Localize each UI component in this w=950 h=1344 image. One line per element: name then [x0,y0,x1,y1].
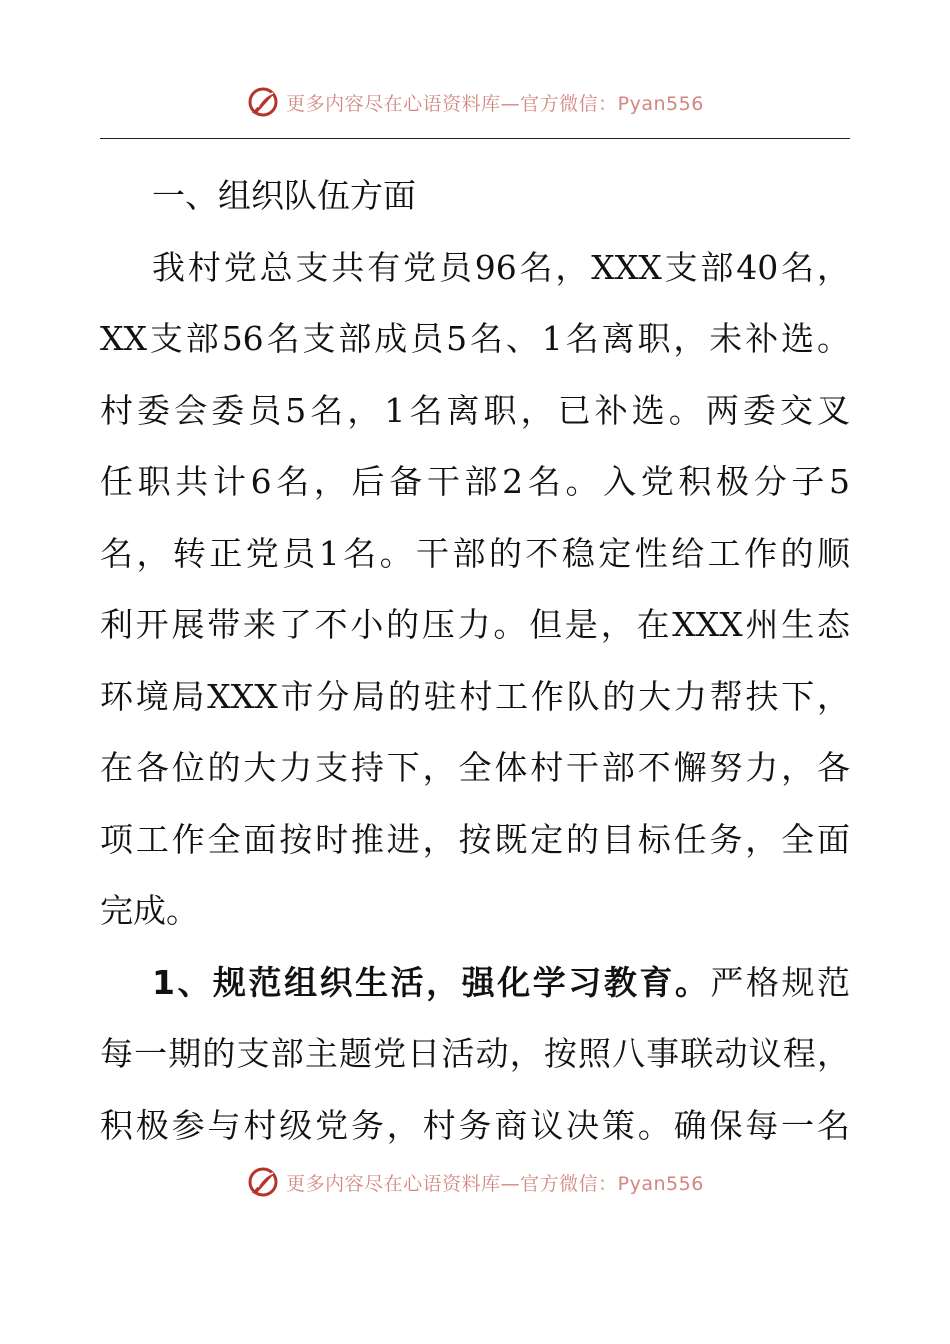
paragraph-line: 在各位的大力支持下，全体村干部不懈努力，各 [100,748,850,787]
lead-rest: 严格规范 [710,962,850,1002]
paragraph-line [100,947,850,1019]
watermark-text: 更多内容尽在心语资料库—官方微信：Pyan556 [286,92,704,115]
header-rule [100,138,850,139]
paragraph-line: 环境局XXX市分局的驻村工作队的大力帮扶下， [100,676,850,716]
paragraph-line: 项工作全面按时推进，按既定的目标任务，全面 [100,819,850,859]
bold-lead: 1、规范组织生活，强化学习教育。 [152,962,711,1002]
quill-circle-icon [246,1165,280,1199]
watermark-header [0,82,950,122]
quill-circle-icon [246,85,280,119]
document-body [100,160,850,1161]
paragraph-line: 村委会委员5名，1名离职，已补选。两委交叉 [100,390,850,430]
paragraph-line: 我村党总支共有党员96名，XXX支部40名， [152,247,850,287]
paragraph-line: XX支部56名支部成员5名、1名离职，未补选。 [100,319,850,358]
section-heading: 一、组织队伍方面 [152,176,416,215]
watermark-text: 更多内容尽在心语资料库—官方微信：Pyan556 [286,1172,704,1195]
paragraph-line: 名，转正党员1名。干部的不稳定性给工作的顺 [100,533,850,573]
paragraph-line: 积极参与村级党务，村务商议决策。确保每一名 [100,1105,850,1145]
paragraph-line: 利开展带来了不小的压力。但是，在XXX州生态 [100,605,850,644]
paragraph-line: 每一期的支部主题党日活动，按照八事联动议程， [100,1034,850,1073]
paragraph-line: 任职共计6名，后备干部2名。入党积极分子5 [100,462,850,501]
paragraph-line: 完成。 [100,891,199,930]
watermark-footer [0,1162,950,1202]
